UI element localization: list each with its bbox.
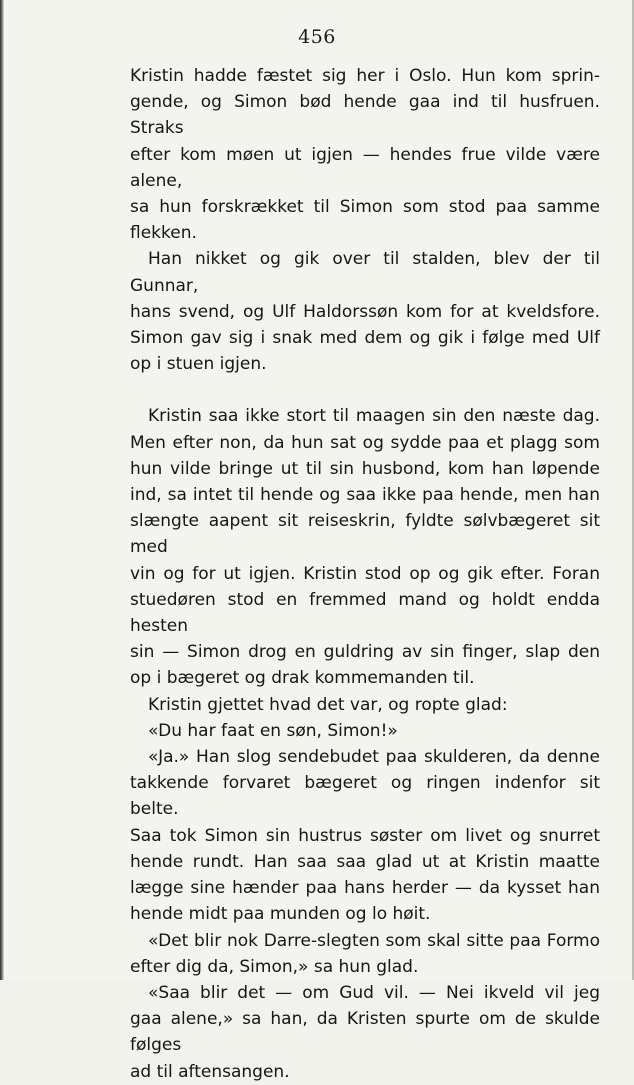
page-edge-left: [0, 0, 4, 980]
text-line: «Du har faat en søn, Simon!»: [148, 720, 398, 741]
text-line: hans svend, og Ulf Haldorssøn kom for at kveldsfore.: [130, 301, 600, 322]
text-line: op i stuen igjen.: [130, 354, 267, 375]
section-break: [130, 377, 600, 403]
text-line: Men efter non, da hun sat og sydde paa et plagg som: [130, 432, 600, 453]
text-line: sin — Simon drog en guldring av sin finger, slap den: [130, 642, 600, 663]
body-text: [130, 63, 600, 1085]
text-line: Saa tok Simon sin hustrus søster om livet og snurret: [130, 825, 600, 846]
text-line: gende, og Simon bød hende gaa ind til husfruen. Straks: [130, 92, 600, 139]
text-line: efter kom møen ut igjen — hendes frue vilde være alene,: [130, 144, 600, 191]
text-line: hende midt paa munden og lo høit.: [130, 904, 431, 925]
text-line: «Det blir nok Darre-slegten som skal sitte paa Formo: [148, 930, 600, 951]
text-line: «Saa blir det — om Gud vil. — Nei ikveld vil jeg: [148, 982, 600, 1003]
text-line: op i bægeret og drak kommemanden til.: [130, 668, 475, 689]
text-line: gaa alene,» sa han, da Kristen spurte om de skulde følges: [130, 1009, 600, 1056]
text-line: Han nikket og gik over til stalden, blev der til Gunnar,: [130, 249, 600, 296]
text-line: ind, sa intet til hende og saa ikke paa hende, men han: [130, 485, 600, 506]
text-line: ad til aftensangen.: [130, 1061, 290, 1082]
page-number: 456: [298, 26, 336, 48]
text-line: «Ja.» Han slog sendebudet paa skulderen, da denne: [148, 747, 600, 768]
text-line: Simon gav sig i snak med dem og gik i følge med Ulf: [130, 328, 600, 349]
text-line: vin og for ut igjen. Kristin stod op og gik efter. Foran: [130, 563, 600, 584]
text-line: takkende forvaret bægeret og ringen indenfor sit belte.: [130, 773, 600, 820]
text-line: flekken.: [130, 223, 197, 244]
text-line: sa hun forskrækket til Simon som stod paa samme: [130, 197, 600, 218]
text-line: stuedøren stod en fremmed mand og holdt endda hesten: [130, 589, 600, 637]
text-line: Kristin hadde fæstet sig her i Oslo. Hun kom sprin-: [130, 66, 600, 86]
text-line: lægge sine hænder paa hans herder — da kysset han: [130, 878, 600, 899]
text-line: Kristin gjettet hvad det var, og ropte glad:: [148, 694, 508, 715]
text-line: efter dig da, Simon,» sa hun glad.: [130, 956, 419, 977]
text-line: hende rundt. Han saa saa glad ut at Kristin maatte: [130, 851, 600, 872]
text-line: Kristin saa ikke stort til maagen sin den næste dag.: [148, 406, 600, 427]
text-line: hun vilde bringe ut til sin husbond, kom han løpende: [130, 458, 600, 479]
text-line: slængte aapent sit reiseskrin, fyldte sølvbægeret sit med: [130, 511, 600, 558]
